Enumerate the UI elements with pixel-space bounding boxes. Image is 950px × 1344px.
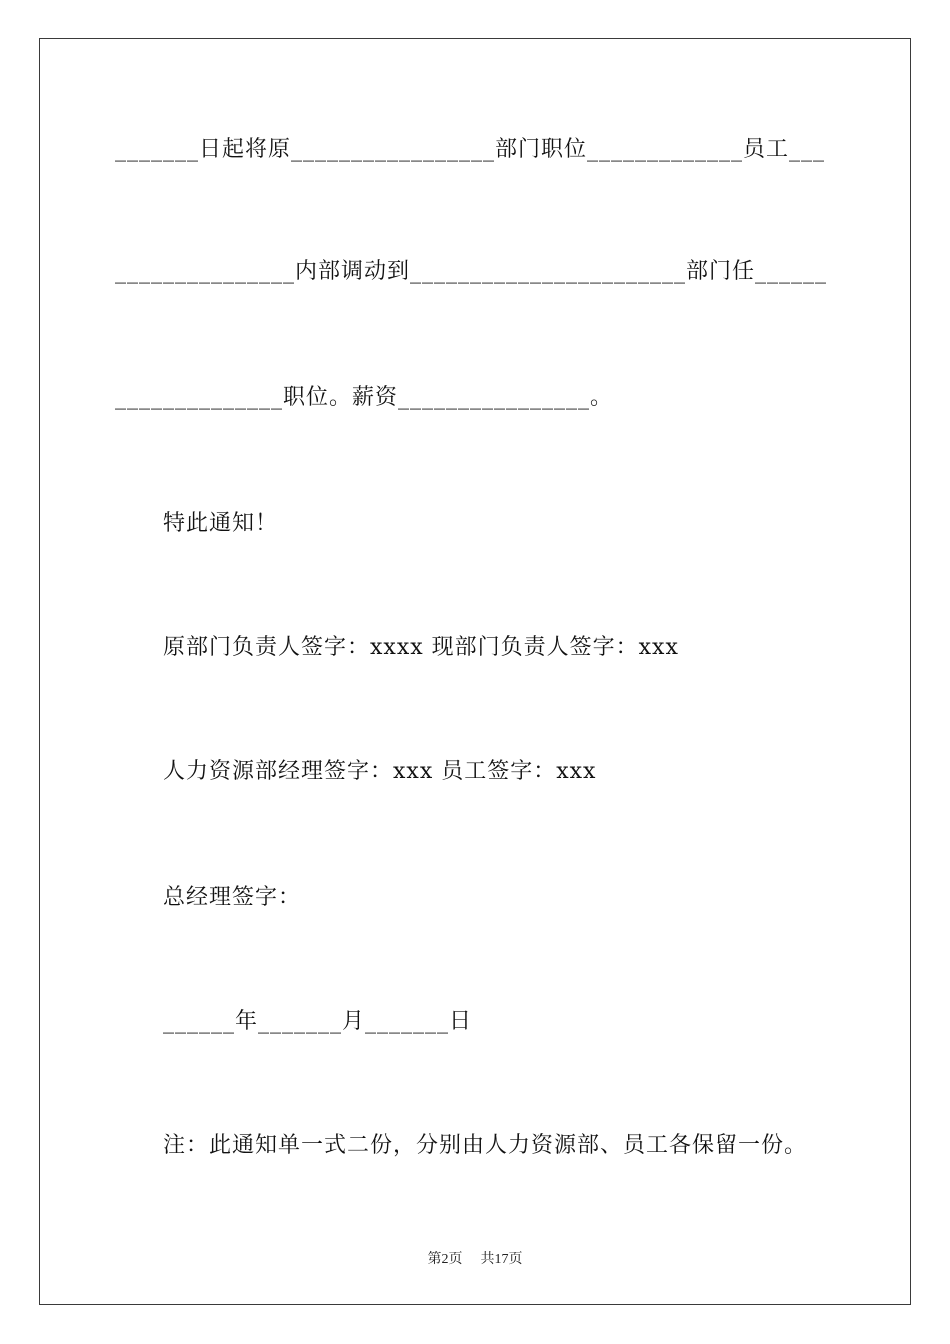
general-manager-signature: 总经理签字： xyxy=(163,885,302,910)
transfer-date-line: _______日起将原_________________部门职位_____________员工___ xyxy=(115,137,826,162)
date-line: ______年_______月_______日 xyxy=(163,1009,473,1034)
transfer-target-line: _______________内部调动到_______________________部门任______ xyxy=(115,259,828,284)
position-salary-line: ______________职位。薪资________________。 xyxy=(115,385,614,410)
page-border xyxy=(39,38,911,1305)
department-head-signatures: 原部门负责人签字：xxxx 现部门负责人签字：xxx xyxy=(163,635,679,660)
notice-statement: 特此通知！ xyxy=(163,511,279,536)
page-number: 第2页 xyxy=(427,1252,463,1267)
page-footer xyxy=(0,1248,950,1268)
page-total: 共17页 xyxy=(480,1252,523,1267)
hr-employee-signatures: 人力资源部经理签字：xxx 员工签字：xxx xyxy=(163,759,597,784)
note-text: 注：此通知单一式二份，分别由人力资源部、员工各保留一份。 xyxy=(163,1133,808,1158)
